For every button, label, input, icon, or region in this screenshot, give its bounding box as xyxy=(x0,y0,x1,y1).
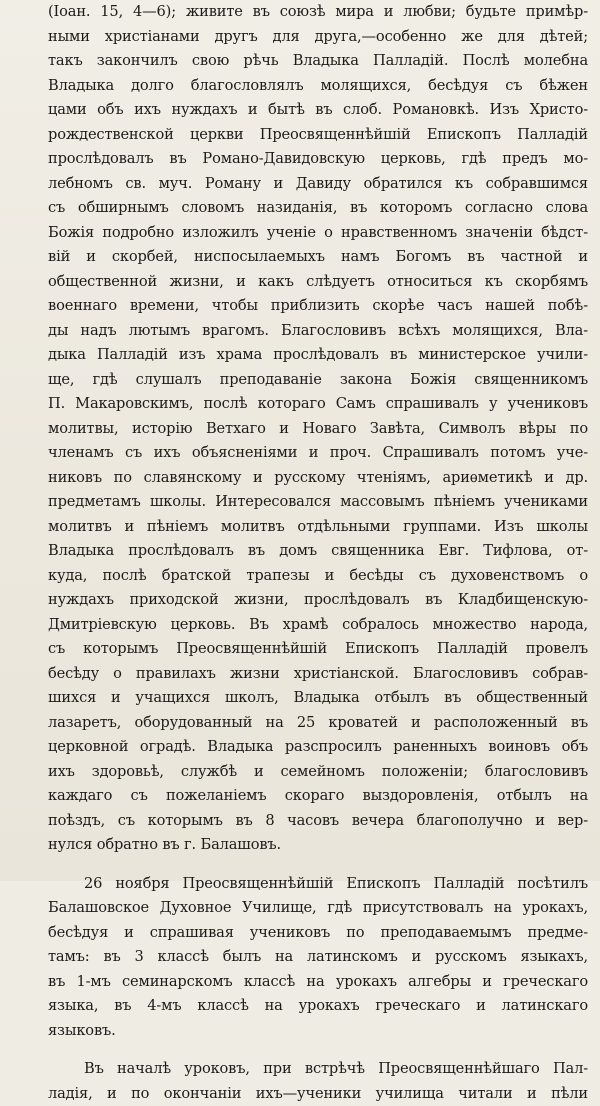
text-line: съ которымъ Преосвященнѣйшій Епископъ Палладій провелъ xyxy=(48,637,588,662)
text-line: каждаго съ пожеланіемъ скораго выздоровленія, отбылъ на xyxy=(48,784,588,809)
text-line: Въ началѣ уроковъ, при встрѣчѣ Преосвященнѣйшаго Пал- xyxy=(48,1057,588,1082)
text-column xyxy=(48,0,588,1106)
text-line: молитвы, исторію Ветхаго и Новаго Завѣта, Символъ вѣры по xyxy=(48,417,588,442)
paragraph-2 xyxy=(48,872,588,1044)
paragraph-3 xyxy=(48,1057,588,1106)
text-line: военнаго времени, чтобы приблизить скорѣе часъ нашей побѣ- xyxy=(48,294,588,319)
text-line: Божія подробно изложилъ ученіе о нравственномъ значеніи бѣдст- xyxy=(48,221,588,246)
text-line: дыка Палладій изъ храма прослѣдовалъ въ министерское учили- xyxy=(48,343,588,368)
text-line: въ 1-мъ семинарскомъ классѣ на урокахъ алгебры и греческаго xyxy=(48,970,588,995)
text-line: П. Макаровскимъ, послѣ котораго Самъ спрашивалъ у учениковъ xyxy=(48,392,588,417)
paragraph-gap xyxy=(48,858,588,872)
text-line: Владыка долго благословлялъ молящихся, бесѣдуя съ бѣжен xyxy=(48,74,588,99)
text-line: (Іоан. 15, 4—6); живите въ союзѣ мира и любви; будьте примѣр- xyxy=(48,0,588,25)
text-line: такъ закончилъ свою рѣчь Владыка Палладій. Послѣ молебна xyxy=(48,49,588,74)
text-line: языка, въ 4-мъ классѣ на урокахъ греческаго и латинскаго xyxy=(48,994,588,1019)
text-line: нуждахъ приходской жизни, прослѣдовалъ въ Кладбищенскую- xyxy=(48,588,588,613)
text-line: церковной оградѣ. Владыка разспросилъ раненныхъ воиновъ объ xyxy=(48,735,588,760)
text-line: цами объ ихъ нуждахъ и бытѣ въ слоб. Романовкѣ. Изъ Христо- xyxy=(48,98,588,123)
text-line: ихъ здоровьѣ, службѣ и семейномъ положеніи; благословивъ xyxy=(48,760,588,785)
text-line: Владыка прослѣдовалъ въ домъ священника Евг. Тифлова, от- xyxy=(48,539,588,564)
text-line: 26 ноября Преосвященнѣйшій Епископъ Палладій посѣтилъ xyxy=(48,872,588,897)
text-line: бесѣду о правилахъ жизни христіанской. Благословивъ собрав- xyxy=(48,662,588,687)
text-line: членамъ съ ихъ объясненіями и проч. Спрашивалъ потомъ уче- xyxy=(48,441,588,466)
text-line: никовъ по славянскому и русскому чтеніямъ, ариѳметикѣ и др. xyxy=(48,466,588,491)
text-line: поѣздъ, съ которымъ въ 8 часовъ вечера благополучно и вер- xyxy=(48,809,588,834)
text-line: общественной жизни, и какъ слѣдуетъ относиться къ скорбямъ xyxy=(48,270,588,295)
text-line: ды надъ лютымъ врагомъ. Благословивъ всѣхъ молящихся, Вла- xyxy=(48,319,588,344)
text-line: Балашовское Духовное Училище, гдѣ присутствовалъ на урокахъ, xyxy=(48,896,588,921)
text-line: ладія, и по окончаніи ихъ—ученики училища читали и пѣли xyxy=(48,1082,588,1106)
text-line: куда, послѣ братской трапезы и бесѣды съ духовенствомъ о xyxy=(48,564,588,589)
text-line: лебномъ св. муч. Роману и Давиду обратился къ собравшимся xyxy=(48,172,588,197)
text-line: ще, гдѣ слушалъ преподаваніе закона Божія священникомъ xyxy=(48,368,588,393)
text-line: нулся обратно въ г. Балашовъ. xyxy=(48,833,588,858)
text-line: бесѣдуя и спрашивая учениковъ по преподаваемымъ предме- xyxy=(48,921,588,946)
paragraph-1 xyxy=(48,0,588,858)
text-line: вій и скорбей, ниспосылаемыхъ намъ Богомъ въ частной и xyxy=(48,245,588,270)
text-line: предметамъ школы. Интересовался массовымъ пѣніемъ учениками xyxy=(48,490,588,515)
text-line: тамъ: въ 3 классѣ былъ на латинскомъ и русскомъ языкахъ, xyxy=(48,945,588,970)
paragraph-gap xyxy=(48,1043,588,1057)
text-line: ными христіанами другъ для друга,—особенно же для дѣтей; xyxy=(48,25,588,50)
text-line: шихся и учащихся школъ, Владыка отбылъ въ общественный xyxy=(48,686,588,711)
text-line: рождественской церкви Преосвященнѣйшій Епископъ Палладій xyxy=(48,123,588,148)
text-line: Дмитріевскую церковь. Въ храмѣ собралось множество народа, xyxy=(48,613,588,638)
text-line: съ обширнымъ словомъ назиданія, въ которомъ согласно слова xyxy=(48,196,588,221)
text-line: лазаретъ, оборудованный на 25 кроватей и расположенный въ xyxy=(48,711,588,736)
text-line: прослѣдовалъ въ Романо-Давидовскую церковь, гдѣ предъ мо- xyxy=(48,147,588,172)
text-line: молитвъ и пѣніемъ молитвъ отдѣльными группами. Изъ школы xyxy=(48,515,588,540)
text-line: языковъ. xyxy=(48,1019,588,1044)
